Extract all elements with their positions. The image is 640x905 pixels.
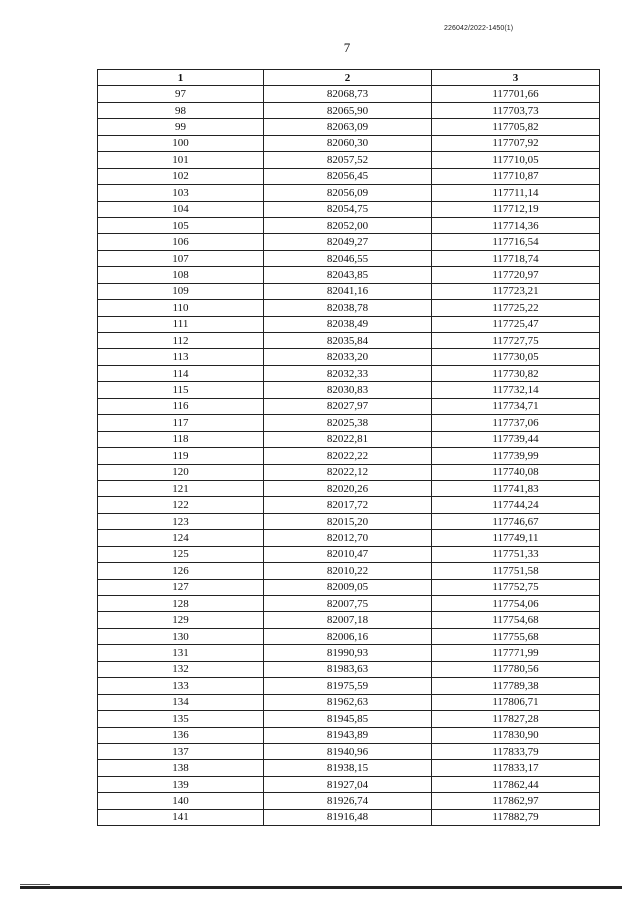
point-number-cell: 123 — [98, 513, 264, 529]
y-coordinate-cell: 117732,14 — [432, 382, 600, 398]
x-coordinate-cell: 82057,52 — [264, 152, 432, 168]
point-number-cell: 109 — [98, 283, 264, 299]
x-coordinate-cell: 82017,72 — [264, 497, 432, 513]
y-coordinate-cell: 117725,47 — [432, 316, 600, 332]
point-number-cell: 130 — [98, 628, 264, 644]
footer-divider-thin — [20, 884, 50, 885]
x-coordinate-cell: 81927,04 — [264, 776, 432, 792]
point-number-cell: 99 — [98, 119, 264, 135]
x-coordinate-cell: 82038,78 — [264, 300, 432, 316]
point-number-cell: 136 — [98, 727, 264, 743]
table-row — [98, 135, 600, 151]
y-coordinate-cell: 117755,68 — [432, 628, 600, 644]
table-row — [98, 579, 600, 595]
point-number-cell: 131 — [98, 645, 264, 661]
table-row — [98, 217, 600, 233]
point-number-cell: 106 — [98, 234, 264, 250]
point-number-cell: 100 — [98, 135, 264, 151]
x-coordinate-cell: 81938,15 — [264, 760, 432, 776]
x-coordinate-cell: 82043,85 — [264, 267, 432, 283]
point-number-cell: 141 — [98, 809, 264, 825]
table-row — [98, 645, 600, 661]
x-coordinate-cell: 81975,59 — [264, 678, 432, 694]
y-coordinate-cell: 117711,14 — [432, 185, 600, 201]
point-number-cell: 115 — [98, 382, 264, 398]
y-coordinate-cell: 117862,44 — [432, 776, 600, 792]
table-row — [98, 694, 600, 710]
x-coordinate-cell: 82012,70 — [264, 530, 432, 546]
x-coordinate-cell: 82052,00 — [264, 217, 432, 233]
y-coordinate-cell: 117833,79 — [432, 743, 600, 759]
table-row — [98, 168, 600, 184]
x-coordinate-cell: 82010,22 — [264, 563, 432, 579]
table-row — [98, 760, 600, 776]
point-number-cell: 117 — [98, 415, 264, 431]
y-coordinate-cell: 117746,67 — [432, 513, 600, 529]
y-coordinate-cell: 117741,83 — [432, 480, 600, 496]
footer-divider — [20, 886, 622, 889]
point-number-cell: 105 — [98, 217, 264, 233]
x-coordinate-cell: 81990,93 — [264, 645, 432, 661]
x-coordinate-cell: 82010,47 — [264, 546, 432, 562]
table-row — [98, 119, 600, 135]
x-coordinate-cell: 82063,09 — [264, 119, 432, 135]
point-number-cell: 124 — [98, 530, 264, 546]
point-number-cell: 129 — [98, 612, 264, 628]
table-row — [98, 612, 600, 628]
y-coordinate-cell: 117714,36 — [432, 217, 600, 233]
page-number: 7 — [343, 40, 351, 55]
point-number-cell: 101 — [98, 152, 264, 168]
y-coordinate-cell: 117752,75 — [432, 579, 600, 595]
y-coordinate-cell: 117882,79 — [432, 809, 600, 825]
point-number-cell: 120 — [98, 464, 264, 480]
x-coordinate-cell: 81940,96 — [264, 743, 432, 759]
table-row — [98, 546, 600, 562]
point-number-cell: 121 — [98, 480, 264, 496]
x-coordinate-cell: 82007,18 — [264, 612, 432, 628]
column-header-3: 3 — [432, 70, 600, 86]
table-row — [98, 250, 600, 266]
y-coordinate-cell: 117862,97 — [432, 793, 600, 809]
y-coordinate-cell: 117789,38 — [432, 678, 600, 694]
x-coordinate-cell: 82007,75 — [264, 596, 432, 612]
y-coordinate-cell: 117723,21 — [432, 283, 600, 299]
y-coordinate-cell: 117751,58 — [432, 563, 600, 579]
y-coordinate-cell: 117703,73 — [432, 102, 600, 118]
table-row — [98, 809, 600, 825]
table-row — [98, 201, 600, 217]
x-coordinate-cell: 82009,05 — [264, 579, 432, 595]
point-number-cell: 102 — [98, 168, 264, 184]
y-coordinate-cell: 117806,71 — [432, 694, 600, 710]
point-number-cell: 140 — [98, 793, 264, 809]
y-coordinate-cell: 117730,05 — [432, 349, 600, 365]
table-row — [98, 727, 600, 743]
x-coordinate-cell: 82006,16 — [264, 628, 432, 644]
y-coordinate-cell: 117771,99 — [432, 645, 600, 661]
point-number-cell: 111 — [98, 316, 264, 332]
x-coordinate-cell: 82041,16 — [264, 283, 432, 299]
point-number-cell: 110 — [98, 300, 264, 316]
y-coordinate-cell: 117830,90 — [432, 727, 600, 743]
table-header-row — [98, 70, 600, 86]
y-coordinate-cell: 117727,75 — [432, 333, 600, 349]
y-coordinate-cell: 117749,11 — [432, 530, 600, 546]
table-row — [98, 333, 600, 349]
table-row — [98, 661, 600, 677]
table-row — [98, 743, 600, 759]
x-coordinate-cell: 82068,73 — [264, 86, 432, 102]
x-coordinate-cell: 82030,83 — [264, 382, 432, 398]
y-coordinate-cell: 117710,05 — [432, 152, 600, 168]
x-coordinate-cell: 82033,20 — [264, 349, 432, 365]
point-number-cell: 128 — [98, 596, 264, 612]
y-coordinate-cell: 117780,56 — [432, 661, 600, 677]
x-coordinate-cell: 82022,22 — [264, 448, 432, 464]
y-coordinate-cell: 117720,97 — [432, 267, 600, 283]
point-number-cell: 118 — [98, 431, 264, 447]
document-reference: 226042/2022-1450(1) — [444, 25, 514, 32]
x-coordinate-cell: 82035,84 — [264, 333, 432, 349]
point-number-cell: 112 — [98, 333, 264, 349]
point-number-cell: 119 — [98, 448, 264, 464]
y-coordinate-cell: 117827,28 — [432, 711, 600, 727]
table-row — [98, 152, 600, 168]
y-coordinate-cell: 117754,06 — [432, 596, 600, 612]
table-row — [98, 563, 600, 579]
table-row — [98, 793, 600, 809]
y-coordinate-cell: 117739,99 — [432, 448, 600, 464]
table-row — [98, 480, 600, 496]
table-row — [98, 86, 600, 102]
table-row — [98, 365, 600, 381]
table-row — [98, 185, 600, 201]
x-coordinate-cell: 82022,12 — [264, 464, 432, 480]
x-coordinate-cell: 81945,85 — [264, 711, 432, 727]
x-coordinate-cell: 82054,75 — [264, 201, 432, 217]
y-coordinate-cell: 117754,68 — [432, 612, 600, 628]
point-number-cell: 108 — [98, 267, 264, 283]
table-row — [98, 415, 600, 431]
point-number-cell: 125 — [98, 546, 264, 562]
point-number-cell: 137 — [98, 743, 264, 759]
x-coordinate-cell: 82046,55 — [264, 250, 432, 266]
x-coordinate-cell: 82015,20 — [264, 513, 432, 529]
point-number-cell: 114 — [98, 365, 264, 381]
table-row — [98, 398, 600, 414]
x-coordinate-cell: 82027,97 — [264, 398, 432, 414]
point-number-cell: 138 — [98, 760, 264, 776]
x-coordinate-cell: 82025,38 — [264, 415, 432, 431]
column-header-1: 1 — [98, 70, 264, 86]
y-coordinate-cell: 117707,92 — [432, 135, 600, 151]
y-coordinate-cell: 117730,82 — [432, 365, 600, 381]
table-row — [98, 530, 600, 546]
x-coordinate-cell: 81962,63 — [264, 694, 432, 710]
table-row — [98, 300, 600, 316]
table-row — [98, 349, 600, 365]
point-number-cell: 103 — [98, 185, 264, 201]
y-coordinate-cell: 117718,74 — [432, 250, 600, 266]
table-row — [98, 382, 600, 398]
y-coordinate-cell: 117734,71 — [432, 398, 600, 414]
x-coordinate-cell: 82049,27 — [264, 234, 432, 250]
x-coordinate-cell: 82022,81 — [264, 431, 432, 447]
table-row — [98, 267, 600, 283]
x-coordinate-cell: 82056,09 — [264, 185, 432, 201]
table-row — [98, 678, 600, 694]
y-coordinate-cell: 117739,44 — [432, 431, 600, 447]
table-row — [98, 776, 600, 792]
table-body — [98, 86, 600, 826]
x-coordinate-cell: 81943,89 — [264, 727, 432, 743]
point-number-cell: 126 — [98, 563, 264, 579]
table-row — [98, 711, 600, 727]
x-coordinate-cell: 81926,74 — [264, 793, 432, 809]
x-coordinate-cell: 82065,90 — [264, 102, 432, 118]
y-coordinate-cell: 117833,17 — [432, 760, 600, 776]
point-number-cell: 127 — [98, 579, 264, 595]
y-coordinate-cell: 117725,22 — [432, 300, 600, 316]
y-coordinate-cell: 117744,24 — [432, 497, 600, 513]
table-row — [98, 464, 600, 480]
point-number-cell: 122 — [98, 497, 264, 513]
x-coordinate-cell: 81916,48 — [264, 809, 432, 825]
point-number-cell: 107 — [98, 250, 264, 266]
y-coordinate-cell: 117737,06 — [432, 415, 600, 431]
x-coordinate-cell: 82038,49 — [264, 316, 432, 332]
table-row — [98, 283, 600, 299]
point-number-cell: 104 — [98, 201, 264, 217]
x-coordinate-cell: 82020,26 — [264, 480, 432, 496]
y-coordinate-cell: 117716,54 — [432, 234, 600, 250]
table-row — [98, 102, 600, 118]
y-coordinate-cell: 117751,33 — [432, 546, 600, 562]
point-number-cell: 132 — [98, 661, 264, 677]
point-number-cell: 135 — [98, 711, 264, 727]
table-row — [98, 448, 600, 464]
point-number-cell: 139 — [98, 776, 264, 792]
table-row — [98, 234, 600, 250]
table-row — [98, 497, 600, 513]
y-coordinate-cell: 117705,82 — [432, 119, 600, 135]
coordinates-table — [97, 69, 600, 826]
table-row — [98, 596, 600, 612]
x-coordinate-cell: 82056,45 — [264, 168, 432, 184]
y-coordinate-cell: 117712,19 — [432, 201, 600, 217]
table-row — [98, 431, 600, 447]
x-coordinate-cell: 82032,33 — [264, 365, 432, 381]
point-number-cell: 134 — [98, 694, 264, 710]
x-coordinate-cell: 81983,63 — [264, 661, 432, 677]
point-number-cell: 97 — [98, 86, 264, 102]
y-coordinate-cell: 117710,87 — [432, 168, 600, 184]
point-number-cell: 116 — [98, 398, 264, 414]
table-row — [98, 628, 600, 644]
column-header-2: 2 — [264, 70, 432, 86]
table-row — [98, 513, 600, 529]
y-coordinate-cell: 117701,66 — [432, 86, 600, 102]
x-coordinate-cell: 82060,30 — [264, 135, 432, 151]
y-coordinate-cell: 117740,08 — [432, 464, 600, 480]
point-number-cell: 133 — [98, 678, 264, 694]
table-row — [98, 316, 600, 332]
point-number-cell: 98 — [98, 102, 264, 118]
point-number-cell: 113 — [98, 349, 264, 365]
